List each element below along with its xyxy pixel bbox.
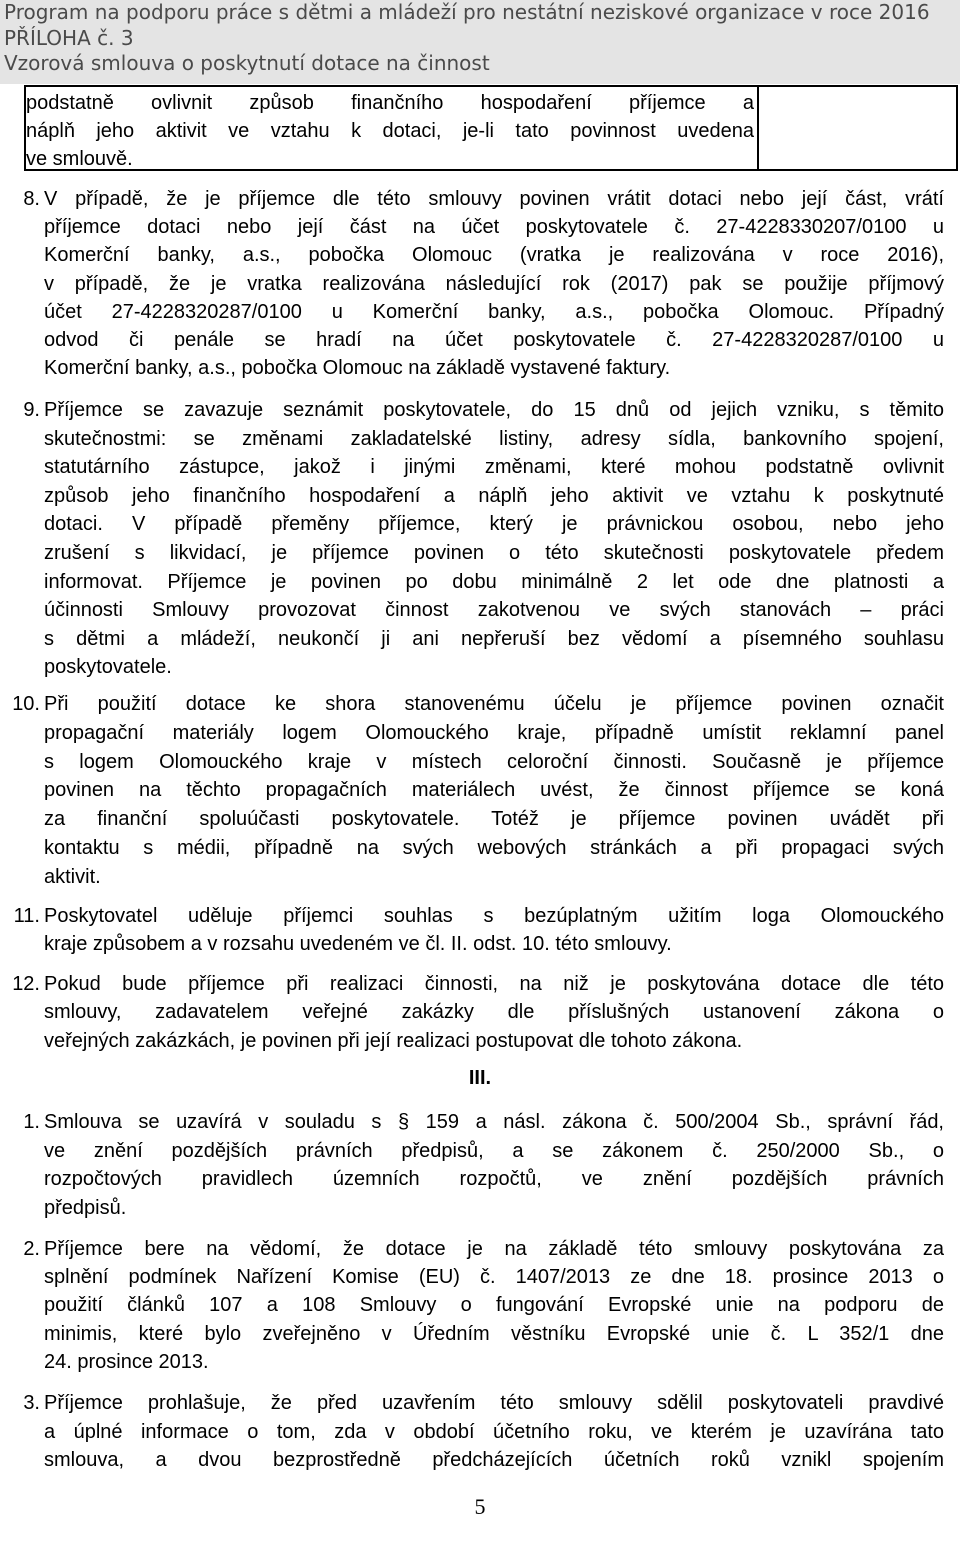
clause-line: účet 27-4228320287/0100 u Komerční banky, a.s., pobočka Olomouc. Případný <box>44 300 944 323</box>
clause-line: Pokud bude příjemce při realizaci činnosti, na niž je poskytována dotace dle této <box>44 973 944 995</box>
article-3-clause-3 <box>23 1389 944 1475</box>
clause-number: 3. <box>23 1392 40 1414</box>
clause-line: příjemce dotaci nebo její část na účet poskytovatele č. 27-4228330207/0100 u <box>44 216 944 239</box>
table-column-divider <box>757 85 759 171</box>
clause-line: skutečnostmi: se změnami zakladatelské listiny, adresy sídla, bankovního spojení, <box>44 427 944 450</box>
clause-line: 24. prosince 2013. <box>44 1350 209 1373</box>
clause-line: a úplné informace o tom, zda v období účetního roku, ve kterém je uzavírána tato <box>44 1420 944 1443</box>
clause-8 <box>23 185 944 382</box>
clause-line: v případě, že je vratka realizována následující rok (2017) pak se použije příjmový <box>44 272 944 295</box>
table-cell-line: ve smlouvě. <box>26 148 133 170</box>
clause-line: smlouva, a dvou bezprostředně předcházejících účetních roků vznikl spojením <box>44 1449 944 1471</box>
clause-number: 10. <box>12 693 40 715</box>
section-heading: III. <box>468 1067 492 1089</box>
clause-line: poskytovatele. <box>44 656 172 679</box>
clause-number: 2. <box>23 1238 40 1260</box>
document-header <box>0 0 960 84</box>
clause-line: Komerční banky, a.s., pobočka Olomouc (vratka je realizována v roce 2016), <box>44 244 944 267</box>
clause-10 <box>12 690 944 892</box>
clause-line: aktivit. <box>44 865 101 888</box>
clause-12 <box>12 970 944 1055</box>
clause-line: Příjemce prohlašuje, že před uzavřením této smlouvy sdělil poskytovateli pravdivé <box>44 1392 944 1414</box>
clause-line: způsob jeho finančního hospodaření a náplň jeho aktivit ve vztahu k poskytnuté <box>44 484 944 507</box>
article-3-clause-2 <box>23 1235 944 1376</box>
clause-line: splnění podmínek Nařízení Komise (EU) č. 1407/2013 ze dne 18. prosince 2013 o <box>44 1266 944 1289</box>
clause-number: 12. <box>12 973 40 995</box>
clause-line: smlouvy, zadavatelem veřejné zakázky dle příslušných ustanovení zákona o <box>44 1001 944 1024</box>
clause-line: s dětmi a mládeží, neukončí ji ani nepřeruší bez vědomí a písemného souhlasu <box>44 627 944 650</box>
clause-11 <box>13 902 944 958</box>
clause-number: 1. <box>23 1111 40 1133</box>
page-number: 5 <box>474 1494 486 1519</box>
table-cell-line: podstatně ovlivnit způsob finančního hospodaření příjemce a <box>26 92 754 114</box>
clause-line: povinen na těchto propagačních materiálech uvést, že činnost příjemce se koná <box>44 779 944 802</box>
header-document-title: Vzorová smlouva o poskytnutí dotace na činnost <box>4 51 490 75</box>
clause-line: zrušení s likvidací, je příjemce povinen o této skutečnosti poskytovatele předem <box>44 541 944 564</box>
clause-line: odvod či penále se hradí na účet poskytovatele č. 27-4228320287/0100 u <box>44 329 944 352</box>
clause-line: Smlouva se uzavírá v souladu s § 159 a násl. zákona č. 500/2004 Sb., správní řád, <box>44 1111 944 1133</box>
clause-line: Komerční banky, a.s., pobočka Olomouc na základě vystavené faktury. <box>44 357 671 380</box>
table-cell-line: náplň jeho aktivit ve vztahu k dotaci, je-li tato povinnost uvedena <box>26 120 754 142</box>
article-3-clause-1 <box>23 1108 944 1222</box>
clause-line: statutárního zástupce, jakož i jinými změnami, které mohou podstatně ovlivnit <box>44 456 944 479</box>
clause-line: použití článků 107 a 108 Smlouvy o fungování Evropské unie na podporu de <box>44 1294 944 1317</box>
header-program-title: Program na podporu práce s dětmi a mládeží pro nestátní neziskové organizace v roce 2016 <box>4 0 930 24</box>
table-cell-text <box>26 89 754 173</box>
clause-line: kraje způsobem a v rozsahu uvedeném ve čl. II. odst. 10. této smlouvy. <box>44 933 672 955</box>
clause-line: předpisů. <box>44 1196 127 1219</box>
clause-line: Při použití dotace ke shora stanovenému účelu je příjemce povinen označit <box>44 693 944 715</box>
clause-line: s logem Olomouckého kraje v místech celoroční činnosti. Současně je příjemce <box>44 750 944 773</box>
clause-line: ve znění pozdějších právních předpisů, a se zákonem č. 250/2000 Sb., o <box>44 1139 944 1162</box>
clause-line: minimis, které bylo zveřejněno v Úředním věstníku Evropské unie č. L 352/1 dne <box>44 1322 944 1345</box>
clause-line: veřejných zakázkách, je povinen při její realizaci postupovat dle tohoto zákona. <box>44 1029 743 1052</box>
clause-line: účinnosti Smlouvy provozovat činnost zakotvenou ve svých stanovách – práci <box>44 599 944 622</box>
clause-line: dotaci. V případě přeměny příjemce, který je právnickou osobou, nebo jeho <box>44 513 944 536</box>
clause-number: 11. <box>13 905 40 927</box>
clause-line: rozpočtových pravidlech územních rozpočtů, ve znění pozdějších právních <box>44 1168 944 1190</box>
clause-line: Poskytovatel uděluje příjemci souhlas s bezúplatným užitím loga Olomouckého <box>44 905 944 927</box>
clause-line: Příjemce se zavazuje seznámit poskytovatele, do 15 dnů od jejich vzniku, s těmito <box>44 399 944 421</box>
clause-number: 9. <box>23 399 40 421</box>
clause-line: Příjemce bere na vědomí, že dotace je na základě této smlouvy poskytována za <box>44 1238 944 1260</box>
clause-line: V případě, že je příjemce dle této smlouvy povinen vrátit dotaci nebo její část, vrátí <box>44 188 944 210</box>
clause-line: propagační materiály logem Olomouckého kraje, případně umístit reklamní panel <box>44 721 944 744</box>
clause-line: informovat. Příjemce je povinen po dobu minimálně 2 let ode dne platnosti a <box>44 570 944 593</box>
clause-number: 8. <box>23 188 40 210</box>
clause-line: za finanční spoluúčasti poskytovatele. Totéž je příjemce povinen uvádět při <box>44 808 944 831</box>
header-attachment-label: PŘÍLOHA č. 3 <box>4 25 134 50</box>
clause-line: kontaktu s médii, případně na svých webových stránkách a při propagaci svých <box>44 836 944 859</box>
clause-9 <box>23 396 944 682</box>
